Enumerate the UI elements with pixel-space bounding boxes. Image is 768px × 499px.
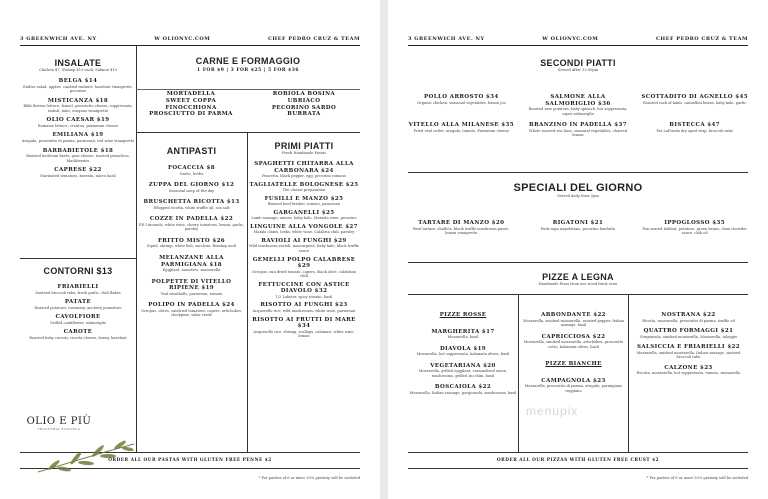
menu-item-name: RAVIOLI AI FUNGHI $29 xyxy=(261,237,347,244)
menu-item-name: CAMPAGNOLA $23 xyxy=(541,377,606,384)
menu-item-name: BOSCAIOLA $22 xyxy=(434,384,492,391)
carne-list-right xyxy=(248,89,360,118)
menu-item-description: Wild mushroom ravioli, mascarpone, baby kale, black truffle sauce xyxy=(248,244,360,254)
primi-section xyxy=(248,141,360,342)
footer-divider xyxy=(408,452,748,453)
menu-item-description: Fried veal cutlet, arugula, tomato, Parmesan cheese xyxy=(413,128,510,133)
menu-item xyxy=(519,312,628,328)
menu-item-description: Seasonal soup of the day xyxy=(168,188,215,193)
menu-item-name: RIGATONI $21 xyxy=(552,220,604,226)
menu-item xyxy=(248,182,360,193)
menu-item-name: FOCACCIA $8 xyxy=(168,165,215,171)
menu-item-description: Organic chicken, seasonal vegetables, lemon jus xyxy=(417,100,506,105)
menu-item xyxy=(408,220,515,236)
menu-item xyxy=(136,255,247,273)
pizze-section xyxy=(408,272,748,287)
menu-item xyxy=(248,257,360,279)
menu-item xyxy=(20,117,136,128)
menu-item-description: Roasted heirloom beets, goat cheese, toasted pistachios, blackberries xyxy=(26,154,130,163)
menu-item xyxy=(136,279,247,297)
menu-item xyxy=(629,344,748,360)
menu-item-name: BARBABIETOLE $18 xyxy=(42,147,114,154)
contorni-list xyxy=(20,284,136,340)
menu-item xyxy=(20,167,136,178)
menu-item-name: FRITTO MISTO $26 xyxy=(157,237,226,244)
section-subtitle: Chicken $7, Shrimp $13 each, Salmon $15 xyxy=(39,68,117,72)
menu-item xyxy=(248,238,360,254)
menu-item-name: TARTARE DI MANZO $20 xyxy=(418,220,505,226)
menu-item-description: Pork ragu napoletano, pecorino fondutta xyxy=(540,226,616,231)
menu-item-description: Mozzarella, grilled eggplant, caramelized onion, mushrooms, grilled zucchini, basil xyxy=(418,369,508,378)
menu-item-name: PROSCIUTTO DI PARMA xyxy=(149,111,233,118)
menu-item xyxy=(525,220,632,236)
menu-item-description: Braised beef brisket, tomato, parmesan xyxy=(267,202,341,207)
menu-item xyxy=(20,148,136,164)
menu-item-description: Acquerello rice, shrimp, scallops, calamari, white wine, lemon xyxy=(253,329,355,339)
section-divider xyxy=(136,132,360,133)
menu-item-name: PATATE xyxy=(64,299,92,306)
gratuity-note: * For parties of 6 or more 20% gratuity will be included xyxy=(646,476,748,480)
menu-item-name: FRIARIELLI xyxy=(57,284,99,290)
section-title: CARNE E FORMAGGIO xyxy=(195,56,301,66)
menu-item-name: BURRATA xyxy=(287,111,321,118)
menu-item-description: P.E.I mussels, white wine, cherry tomatoes, lemon, garlic, parsley xyxy=(138,222,245,232)
menu-item-description: Squid, shrimp, white fish, zucchini, Bombay aioli xyxy=(147,244,236,249)
menu-item-name: POLPETTE DI VITELLO RIPIENE $19 xyxy=(151,278,232,292)
menu-item xyxy=(136,302,247,318)
menu-item xyxy=(629,312,748,323)
section-title: ANTIPASTI xyxy=(166,146,217,156)
menu-item xyxy=(641,122,748,138)
menu-item-description: Roasted new potatoes, baby spinach, hot soppressata, caper salmoriglio xyxy=(528,107,628,116)
menu-item-name: FINOCCHIONA xyxy=(165,104,217,111)
menu-item xyxy=(136,182,247,193)
menu-item-name: GEMELLI POLPO CALABRESE $29 xyxy=(252,256,356,270)
primi-list xyxy=(248,161,360,339)
menu-item-name: TAGLIATELLE BOLOGNESE $25 xyxy=(249,181,359,188)
pasta-gluten-note: ORDER ALL OUR PASTAS WITH GLUTEN FREE PENNE $2 xyxy=(108,458,272,463)
menu-item-description: Acquerello rice, wild mushrooms, white wine, parmesan xyxy=(252,308,356,313)
menu-item-description: Marinated tomatoes, burrata, micro basil xyxy=(40,173,116,178)
menu-item-name: GARGANELLI $25 xyxy=(273,209,335,216)
menu-item xyxy=(20,98,136,114)
menu-item-name: SPAGHETTI CHITARRA ALLA CARBONARA $24 xyxy=(254,161,354,174)
address: 3 GREENWICH AVE. NY xyxy=(408,35,485,42)
menu-item-description: Mozzarella, prosciutto di parma, arugula, parmigiano reggiano xyxy=(524,384,623,393)
menu-item-description: Eggplant, tomatoes, mozzarella xyxy=(162,268,221,273)
menu-item-name: EMILIANA $19 xyxy=(52,132,104,139)
pizze-middle-column xyxy=(519,312,628,398)
menu-page-left xyxy=(0,0,380,499)
menu-item-description: Whipped ricotta, white truffle oil, sea salt xyxy=(153,205,230,210)
menu-item xyxy=(408,94,515,116)
menu-item-description: Manila clams, leeks, white wine, Calabria chili, parsley xyxy=(253,230,355,235)
menu-item-name: MISTICANZA $18 xyxy=(47,97,109,104)
menu-item-name: CAVOLFIORE xyxy=(55,314,101,321)
menu-item xyxy=(525,94,632,116)
menu-item-name: SWEET COPPA xyxy=(165,97,217,104)
menu-item-description: Pancetta, black pepper, egg, pecorino romano xyxy=(262,174,346,178)
menu-item-name: FUSILLI E MANZO $25 xyxy=(264,195,344,202)
pizze-rosse-title: PIZZE ROSSE xyxy=(439,312,487,318)
menu-item-description: Ricotta, mozzarella, hot soppressata, tomato, mozzarella xyxy=(636,371,741,376)
menu-item-description: 1/2 Lobster, spicy tomato, basil xyxy=(275,294,333,299)
antipasti-section xyxy=(136,146,247,324)
chef-credit: CHEF PEDRO CRUZ & TEAM xyxy=(655,35,748,42)
menu-item-description: Lamb sausage, onions, baby kale, Marsala wine, pecorino xyxy=(251,216,357,221)
menu-item-name: PECORINO SARDO xyxy=(271,104,337,111)
section-title: SECONDI PIATTI xyxy=(540,58,616,68)
menu-item xyxy=(20,314,136,325)
menu-item-description: Endive salad, apples, candied walnuts, hazelnut vinaigrette, pecorino xyxy=(23,84,133,94)
menu-item-name: BRANZINO IN PADELLA $37 xyxy=(529,122,627,129)
pizze-right-list xyxy=(629,312,748,376)
menu-item xyxy=(248,302,360,313)
menu-item-name: CAROTE xyxy=(63,329,93,336)
menu-item xyxy=(136,199,247,210)
menu-item-name: VITELLO ALLA MILANESE $35 xyxy=(408,122,514,129)
section-divider xyxy=(408,172,748,173)
section-title: PRIMI PIATTI xyxy=(274,141,334,151)
menu-item xyxy=(136,165,247,176)
menu-item-name: POLIPO IN PADELLA $24 xyxy=(148,302,235,309)
menu-item-description: Roasted baby carrots, ricotta cheese, honey, hazelnut xyxy=(29,335,127,340)
menu-item-name: SALMONE ALLA SALMORIGLIO $36 xyxy=(545,94,611,107)
pizze-middle-list xyxy=(519,312,628,349)
secondi-grid xyxy=(408,94,748,144)
menu-item-name: CALZONE $23 xyxy=(664,364,713,371)
menu-item-name: ROBIOLA BOSINA xyxy=(272,91,336,97)
menu-item xyxy=(248,210,360,221)
header-bar xyxy=(20,32,360,46)
menu-item-name: MORTADELLA xyxy=(166,91,216,97)
menu-item xyxy=(408,329,518,340)
secondi-section xyxy=(408,58,748,73)
menu-item-name: POLLO ARROSTO $34 xyxy=(424,94,499,100)
insalate-list xyxy=(20,78,136,178)
logo-text: OLIO E PIÙ xyxy=(26,416,92,427)
section-title: PIZZE A LEGNA xyxy=(542,272,614,282)
menu-item-name: UBRIACO xyxy=(287,97,321,104)
menu-item-description: Roasted rack of lamb, cannellini beans, baby kale, garlic xyxy=(643,100,747,105)
watermark: menupix xyxy=(526,404,579,418)
pizze-bianche-title: PIZZE BIANCHE xyxy=(545,361,602,368)
menu-item-name: VEGETARIANA $20 xyxy=(430,362,496,369)
contorni-section xyxy=(20,266,136,344)
page-gutter xyxy=(380,0,388,499)
menu-item-description: Grilled cauliflower, salmoriglio xyxy=(49,320,107,325)
section-divider xyxy=(408,294,748,295)
menu-item-description: The classic preparation xyxy=(282,188,326,193)
menu-item xyxy=(20,299,136,310)
menu-item-description: Bibb Boston lettuce, fennel, prosciutto cheese, soppressata, radish, mint, oregano vinaigrette xyxy=(23,104,133,113)
menu-item-name: QUATTRO FORMAGGI $21 xyxy=(643,328,734,335)
pizza-gluten-note: ORDER ALL OUR PIZZAS WITH GLUTEN FREE CRUST $2 xyxy=(496,458,660,463)
website: W OLIONYC.COM xyxy=(154,35,211,42)
menu-item-name: MARGHERITA $17 xyxy=(431,328,495,335)
speciali-section xyxy=(408,182,748,199)
address: 3 GREENWICH AVE. NY xyxy=(20,35,97,42)
menu-item-description: Mozzarella, basil xyxy=(447,335,479,339)
menu-item-name: CAPRICCIOSA $22 xyxy=(541,333,606,340)
menu-item-description: Mozzarella, Italian sausage, gorgonzola, mushrooms, basil xyxy=(409,390,517,395)
menu-item xyxy=(20,329,136,340)
pizze-rosse-column xyxy=(408,312,518,401)
footer-divider xyxy=(408,468,748,469)
pizze-rosse-list xyxy=(408,329,518,396)
menu-item-name: MELANZANE ALLA PARMIGIANA $18 xyxy=(159,255,224,268)
menu-item-description: Veal meatballs, parmesan, tomato xyxy=(160,291,223,296)
menu-item-name: FETTUCCINE CON ASTICE DIAVOLO $32 xyxy=(258,281,350,295)
menu-item xyxy=(629,328,748,339)
menu-item xyxy=(641,94,748,116)
menu-item xyxy=(248,161,360,179)
logo-tagline: TRATTORIA ENOTECA xyxy=(37,427,81,431)
header-bar xyxy=(408,32,748,46)
menu-item-name: BELGA $14 xyxy=(58,78,98,84)
menu-item-description: Mozzarella, hot soppressata, kalamata olives, basil xyxy=(416,352,510,357)
menu-item xyxy=(20,284,136,295)
menu-item xyxy=(20,132,136,143)
pizze-bianche-list xyxy=(519,378,628,394)
menu-item-name: IPPOGLOSSO $35 xyxy=(664,220,725,226)
menu-item-name: NOSTRANA $22 xyxy=(661,312,716,318)
menu-item xyxy=(248,282,360,300)
section-subtitle: Fresh Handmade Pastas xyxy=(281,151,327,155)
logo xyxy=(24,416,94,431)
menu-item-name: DIAVOLA $19 xyxy=(439,345,487,352)
section-divider xyxy=(20,258,136,259)
menu-item-name: COZZE IN PADELLA $22 xyxy=(149,216,234,223)
section-title: SPECIALI DEL GIORNO xyxy=(513,182,643,194)
menu-item xyxy=(248,224,360,235)
menu-item-description: Garlic, herbs xyxy=(179,171,204,176)
menu-item xyxy=(519,378,628,394)
menu-item-name: RISOTTO AI FUNGHI $23 xyxy=(260,302,348,309)
olive-branch-illustration xyxy=(36,438,136,474)
menu-item-description: Whole roasted sea bass, seasonal vegetables, charred lemon xyxy=(528,128,628,138)
speciali-grid xyxy=(408,220,748,239)
menu-item xyxy=(408,363,518,379)
menu-item xyxy=(519,334,628,350)
menu-item xyxy=(629,365,748,376)
carne-list-left xyxy=(136,89,246,118)
menu-item xyxy=(20,78,136,94)
menu-item-name: SALSICCIA E FRIARIELLI $22 xyxy=(636,344,741,351)
menu-item-name: CAPRESE $22 xyxy=(54,167,102,174)
menu-item-description: Ricotta, mozzarella, prosciutto di parma, truffle oil xyxy=(642,318,735,323)
menu-item xyxy=(641,220,748,236)
gratuity-note: * For parties of 6 or more 20% gratuity will be included xyxy=(258,476,360,480)
menu-item-description: Sauteed broccoli rabe, fresh garlic, chili flakes xyxy=(35,290,121,295)
chef-credit: CHEF PEDRO CRUZ & TEAM xyxy=(267,35,360,42)
menu-item xyxy=(136,238,247,249)
menu-item-name: OLIO CAESAR $19 xyxy=(46,117,110,124)
section-subtitle: Handmade Pizza from our wood brick oven xyxy=(538,282,618,286)
insalate-section xyxy=(20,58,136,182)
menu-item-description: Pat LaFrieda dry aged strip, broccoli rabe xyxy=(656,128,733,133)
menu-item-name: ZUPPA DEL GIORNO $12 xyxy=(148,182,235,189)
menu-item xyxy=(408,122,515,138)
menu-item xyxy=(408,384,518,395)
menu-item-description: Gorgonzola, smoked mozzarella, Mozzarella, taleggio xyxy=(639,334,738,339)
menu-item xyxy=(248,196,360,207)
menu-item xyxy=(136,216,247,232)
antipasti-list xyxy=(136,165,247,318)
menu-item-name: ABBONDANTE $22 xyxy=(541,312,606,318)
menu-item-description: Roasted potatoes, rosemary, anchovy pomodoro xyxy=(34,305,122,310)
menu-item-description: Mozzarella, smoked mozzarella, roasted pepper, Italian sausage, basil xyxy=(523,318,624,328)
menu-item-description: Arugula, prosciutto di parma, parmesan, red wine vinaigrette xyxy=(21,138,135,143)
menu-item-description: Romaine lettuce, crouton, parmesan cheese xyxy=(37,123,119,128)
menu-page-right xyxy=(388,0,768,499)
menu-item-description: Mozzarella, smoked mozzarella, artichokes, prosciutto cotto, kalamata olives, basil xyxy=(523,340,624,349)
website: W OLIONYC.COM xyxy=(542,35,599,42)
menu-item xyxy=(408,346,518,357)
menu-item-description: Pan seared halibut, potatoes, green beans, clam chowder sauce, chili oil xyxy=(642,226,747,236)
pizze-right-column xyxy=(629,312,748,381)
menu-item-description: Mozzarella, smoked mozzarella, Italian sausage, sauteed broccoli rabe xyxy=(636,350,741,360)
menu-item xyxy=(248,317,360,339)
menu-item-name: LINGUINE ALLA VONGOLE $27 xyxy=(250,223,358,230)
menu-item-description: Beef tartare, shallots, black truffle mushroom puree, lemon vinaigrette xyxy=(413,226,510,236)
section-divider xyxy=(408,262,748,263)
menu-item-name: BRUSCHETTA RICOTTA $13 xyxy=(143,199,240,206)
menu-item-description: Octopus, sun dried tomato, capers, black olive, calabrian chili xyxy=(251,269,357,279)
carne-prices: 1 FOR $9 | 3 FOR $25 | 5 FOR $36 xyxy=(197,68,299,73)
section-title: CONTORNI $13 xyxy=(43,266,113,276)
section-title: INSALATE xyxy=(54,58,102,68)
menu-item xyxy=(525,122,632,138)
menu-item-name: SCOTTADITO DI AGNELLO $45 xyxy=(641,94,748,100)
menu-item-name: BISTECCA $47 xyxy=(669,122,720,129)
menu-item-description: Octopus, olives, sundried tomatoes, capers, artichokes, chickpeas, salsa verde xyxy=(141,308,242,318)
menu-item-name: RISOTTO AI FRUTTI DI MARE $34 xyxy=(252,316,356,330)
section-subtitle: Served After 12:00pm xyxy=(557,68,599,72)
carne-section xyxy=(136,56,360,73)
section-subtitle: Served daily from 5pm xyxy=(557,194,599,198)
